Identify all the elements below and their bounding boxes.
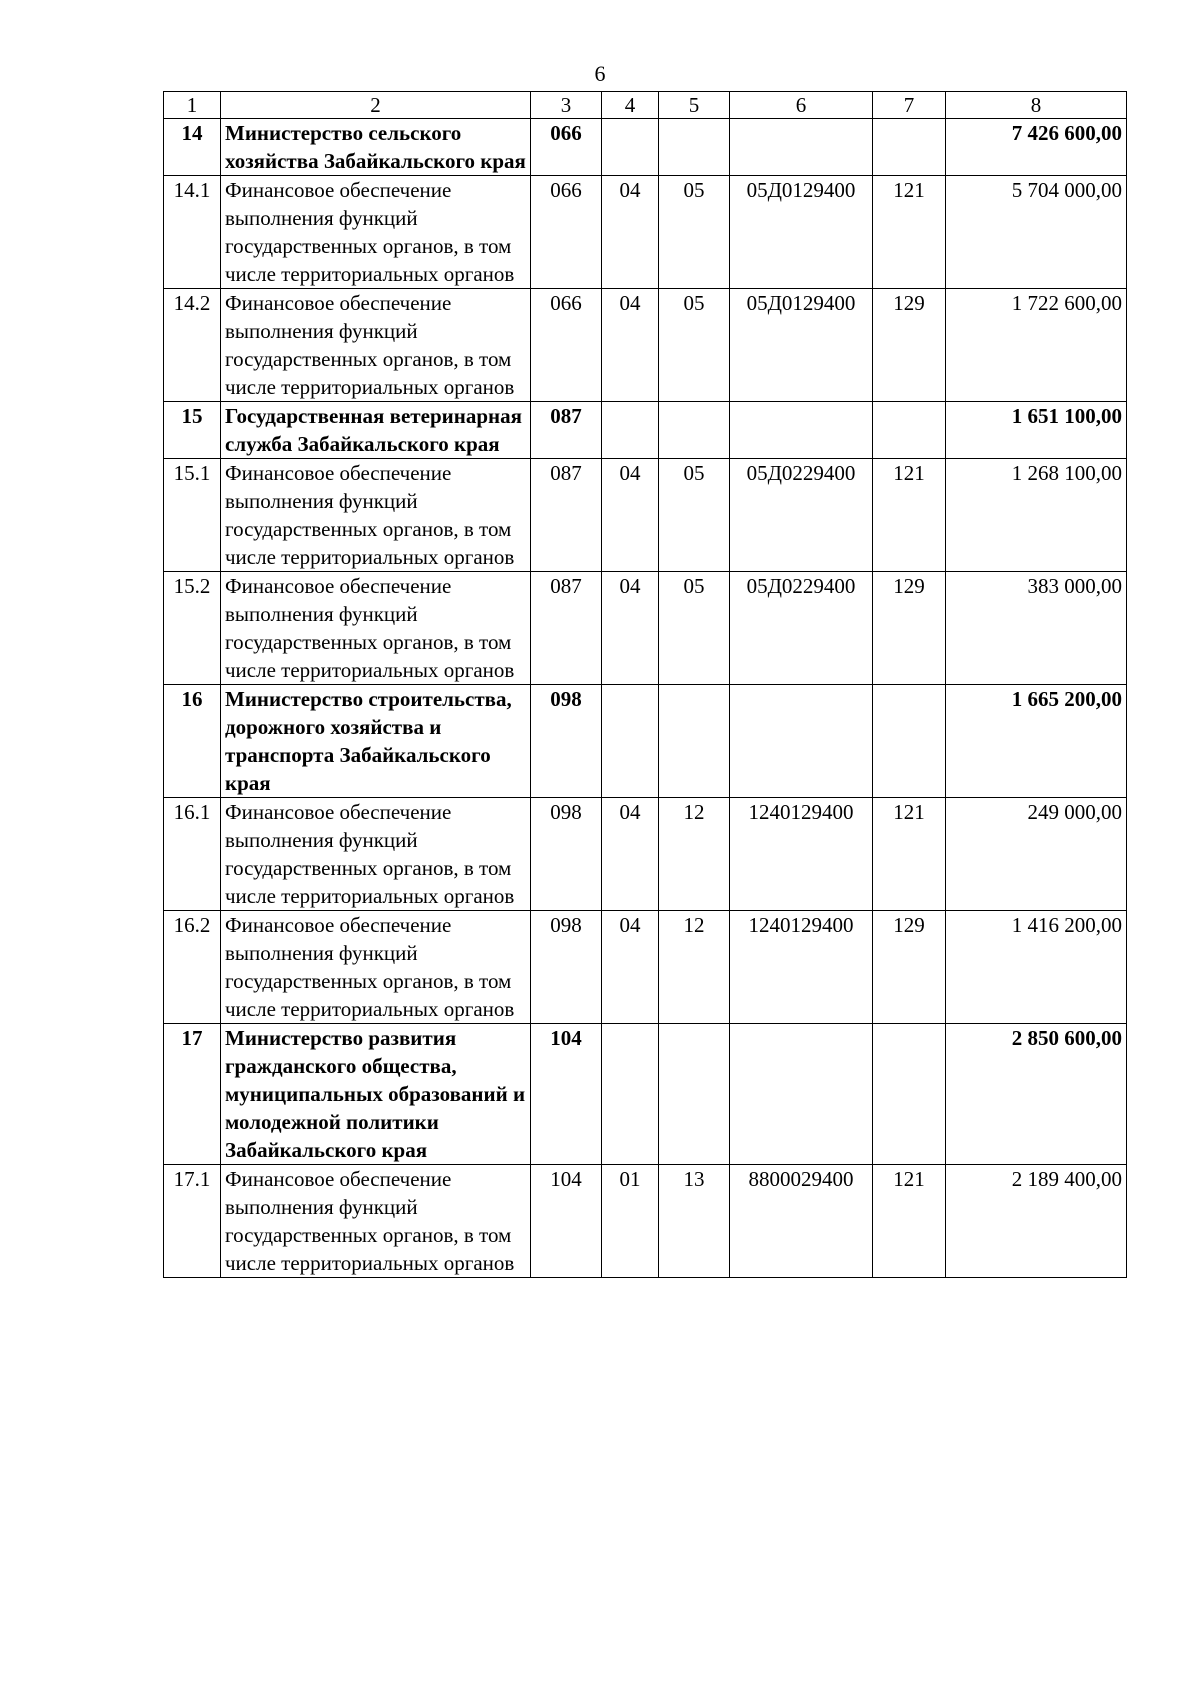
expense-type-cell xyxy=(873,119,946,176)
column-header: 1 xyxy=(164,92,221,119)
section-code-cell: 04 xyxy=(602,572,659,685)
amount-cell: 7 426 600,00 xyxy=(946,119,1127,176)
amount-cell: 1 416 200,00 xyxy=(946,911,1127,1024)
subsection-code-cell: 05 xyxy=(659,289,730,402)
section-code-cell xyxy=(602,1024,659,1165)
row-number-cell: 17.1 xyxy=(164,1165,221,1278)
expense-type-cell: 121 xyxy=(873,176,946,289)
table-row xyxy=(164,572,1127,685)
ministry-code-cell: 066 xyxy=(531,289,602,402)
table-row xyxy=(164,289,1127,402)
section-code-cell: 04 xyxy=(602,798,659,911)
section-code-cell: 04 xyxy=(602,911,659,1024)
table-row xyxy=(164,798,1127,911)
row-name-cell: Государственная ветеринарная служба Забайкальского края xyxy=(221,402,531,459)
row-name-cell: Финансовое обеспечение выполнения функций государственных органов, в том числе территориальных органов xyxy=(221,289,531,402)
row-name-cell: Министерство строительства, дорожного хозяйства и транспорта Забайкальского края xyxy=(221,685,531,798)
row-number-cell: 16.2 xyxy=(164,911,221,1024)
amount-cell: 249 000,00 xyxy=(946,798,1127,911)
subsection-code-cell xyxy=(659,402,730,459)
amount-cell: 1 268 100,00 xyxy=(946,459,1127,572)
section-code-cell: 01 xyxy=(602,1165,659,1278)
target-article-cell: 1240129400 xyxy=(730,798,873,911)
row-number-cell: 14.1 xyxy=(164,176,221,289)
ministry-code-cell: 066 xyxy=(531,119,602,176)
subsection-code-cell xyxy=(659,119,730,176)
column-number-row xyxy=(164,92,1127,119)
expense-type-cell xyxy=(873,402,946,459)
column-header: 2 xyxy=(221,92,531,119)
target-article-cell: 05Д0129400 xyxy=(730,176,873,289)
page-number: 6 xyxy=(594,61,606,86)
subsection-code-cell: 13 xyxy=(659,1165,730,1278)
row-number-cell: 17 xyxy=(164,1024,221,1165)
ministry-code-cell: 098 xyxy=(531,911,602,1024)
subsection-code-cell: 12 xyxy=(659,798,730,911)
target-article-cell xyxy=(730,685,873,798)
row-number-cell: 14 xyxy=(164,119,221,176)
ministry-code-cell: 104 xyxy=(531,1165,602,1278)
row-name-cell: Финансовое обеспечение выполнения функций государственных органов, в том числе территориальных органов xyxy=(221,572,531,685)
target-article-cell: 05Д0229400 xyxy=(730,459,873,572)
row-name-cell: Финансовое обеспечение выполнения функций государственных органов, в том числе территориальных органов xyxy=(221,1165,531,1278)
section-code-cell: 04 xyxy=(602,176,659,289)
section-code-cell xyxy=(602,119,659,176)
column-header: 5 xyxy=(659,92,730,119)
amount-cell: 1 665 200,00 xyxy=(946,685,1127,798)
amount-cell: 2 189 400,00 xyxy=(946,1165,1127,1278)
amount-cell: 1 722 600,00 xyxy=(946,289,1127,402)
expense-type-cell: 121 xyxy=(873,798,946,911)
subsection-code-cell: 05 xyxy=(659,459,730,572)
row-name-cell: Финансовое обеспечение выполнения функций государственных органов, в том числе территориальных органов xyxy=(221,798,531,911)
row-name-cell: Министерство развития гражданского общества, муниципальных образований и молодежной политики Забайкальского края xyxy=(221,1024,531,1165)
subsection-code-cell: 05 xyxy=(659,176,730,289)
target-article-cell xyxy=(730,119,873,176)
expense-type-cell xyxy=(873,685,946,798)
section-code-cell: 04 xyxy=(602,459,659,572)
section-code-cell xyxy=(602,402,659,459)
table-row xyxy=(164,119,1127,176)
ministry-code-cell: 087 xyxy=(531,402,602,459)
table-row xyxy=(164,1165,1127,1278)
row-number-cell: 15.2 xyxy=(164,572,221,685)
expense-type-cell: 121 xyxy=(873,1165,946,1278)
amount-cell: 5 704 000,00 xyxy=(946,176,1127,289)
ministry-code-cell: 087 xyxy=(531,459,602,572)
ministry-code-cell: 098 xyxy=(531,798,602,911)
row-name-cell: Министерство сельского хозяйства Забайкальского края xyxy=(221,119,531,176)
amount-cell: 383 000,00 xyxy=(946,572,1127,685)
row-number-cell: 15 xyxy=(164,402,221,459)
amount-cell: 1 651 100,00 xyxy=(946,402,1127,459)
row-number-cell: 15.1 xyxy=(164,459,221,572)
subsection-code-cell xyxy=(659,685,730,798)
subsection-code-cell: 12 xyxy=(659,911,730,1024)
expense-type-cell xyxy=(873,1024,946,1165)
ministry-code-cell: 104 xyxy=(531,1024,602,1165)
ministry-code-cell: 087 xyxy=(531,572,602,685)
ministry-code-cell: 098 xyxy=(531,685,602,798)
budget-table xyxy=(163,91,1127,1278)
row-number-cell: 16.1 xyxy=(164,798,221,911)
target-article-cell: 05Д0129400 xyxy=(730,289,873,402)
target-article-cell: 8800029400 xyxy=(730,1165,873,1278)
subsection-code-cell: 05 xyxy=(659,572,730,685)
section-code-cell xyxy=(602,685,659,798)
row-name-cell: Финансовое обеспечение выполнения функций государственных органов, в том числе территориальных органов xyxy=(221,911,531,1024)
amount-cell: 2 850 600,00 xyxy=(946,1024,1127,1165)
table-row xyxy=(164,911,1127,1024)
column-header: 7 xyxy=(873,92,946,119)
row-number-cell: 16 xyxy=(164,685,221,798)
target-article-cell xyxy=(730,1024,873,1165)
row-name-cell: Финансовое обеспечение выполнения функций государственных органов, в том числе территориальных органов xyxy=(221,459,531,572)
table-row xyxy=(164,176,1127,289)
row-number-cell: 14.2 xyxy=(164,289,221,402)
table-row xyxy=(164,459,1127,572)
column-header: 8 xyxy=(946,92,1127,119)
subsection-code-cell xyxy=(659,1024,730,1165)
column-header: 4 xyxy=(602,92,659,119)
table-row xyxy=(164,402,1127,459)
ministry-code-cell: 066 xyxy=(531,176,602,289)
target-article-cell: 05Д0229400 xyxy=(730,572,873,685)
target-article-cell xyxy=(730,402,873,459)
expense-type-cell: 129 xyxy=(873,572,946,685)
column-header: 3 xyxy=(531,92,602,119)
expense-type-cell: 129 xyxy=(873,289,946,402)
expense-type-cell: 121 xyxy=(873,459,946,572)
table-row xyxy=(164,685,1127,798)
target-article-cell: 1240129400 xyxy=(730,911,873,1024)
column-header: 6 xyxy=(730,92,873,119)
expense-type-cell: 129 xyxy=(873,911,946,1024)
table-row xyxy=(164,1024,1127,1165)
section-code-cell: 04 xyxy=(602,289,659,402)
row-name-cell: Финансовое обеспечение выполнения функций государственных органов, в том числе территориальных органов xyxy=(221,176,531,289)
